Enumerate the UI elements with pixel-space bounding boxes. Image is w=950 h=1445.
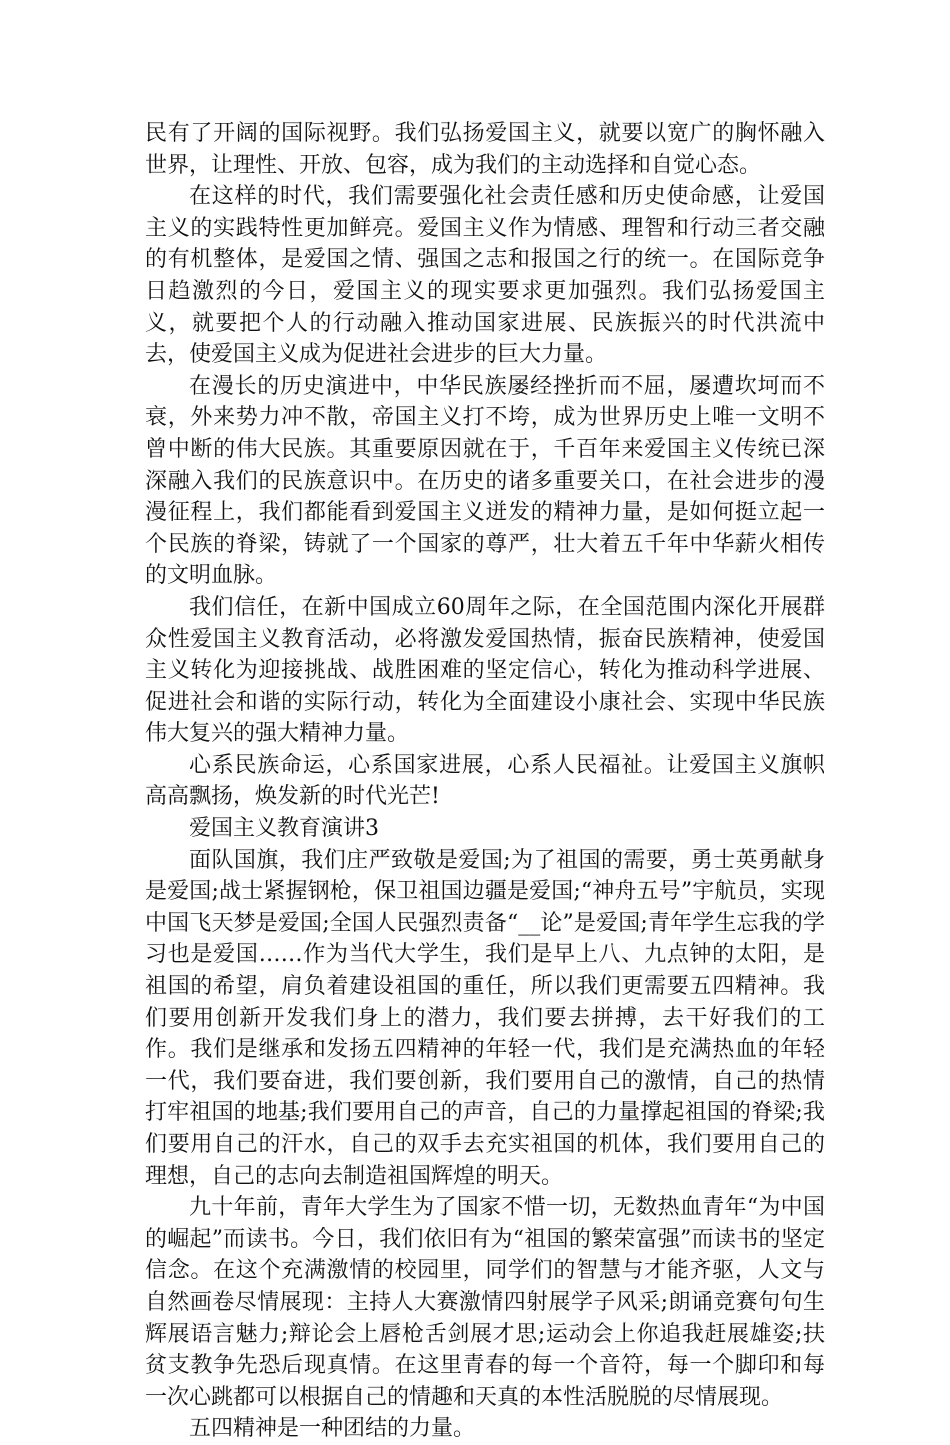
paragraph: 面队国旗，我们庄严致敬是爱国;为了祖国的需要，勇士英勇献身是爱国;战士紧握钢枪，保卫祖国边疆是爱国;“神舟五号”宇航员，实现中国飞天梦是爱国;全国人民强烈责备“__论”是爱国;青年学生忘我的学习也是爱国……作为当代大学生，我们是早上八、九点钟的太阳，是祖国的希望，肩负着建设祖国的重任，所以我们更需要五四精神。我们要用创新开发我们身上的潜力，我们要去拼搏，去干好我们的工作。我们是继承和发扬五四精神的年轻一代，我们是充满热血的年轻一代，我们要奋进，我们要创新，我们要用自己的激情，自己的热情打牢祖国的地基;我们要用自己的声音，自己的力量撑起祖国的脊梁;我们要用自己的汗水，自己的双手去充实祖国的机体，我们要用自己的理想，自己的志向去制造祖国辉煌的明天。 xyxy=(145,847,825,1189)
paragraph: 心系民族命运，心系国家进展，心系人民福祉。让爱国主义旗帜高高飘扬，焕发新的时代光芒! xyxy=(145,752,825,810)
paragraph: 在这样的时代，我们需要强化社会责任感和历史使命感，让爱国主义的实践特性更加鲜亮。爱国主义作为情感、理智和行动三者交融的有机整体，是爱国之情、强国之志和报国之行的统一。在国际竞争日趋激烈的今日，爱国主义的现实要求更加强烈。我们弘扬爱国主义，就要把个人的行动融入推动国家进展、民族振兴的时代洪流中去，使爱国主义成为促进社会进步的巨大力量。 xyxy=(145,184,825,368)
paragraph: 五四精神是一种团结的力量。 xyxy=(189,1416,476,1442)
paragraph: 民有了开阔的国际视野。我们弘扬爱国主义，就要以宽广的胸怀融入世界，让理性、开放、包容，成为我们的主动选择和自觉心态。 xyxy=(145,121,825,178)
document-body xyxy=(145,118,825,1445)
paragraph: 九十年前，青年大学生为了国家不惜一切，无数热血青年“为中国的崛起”而读书。今日，我们依旧有为“祖国的繁荣富强”而读书的坚定信念。在这个充满激情的校园里，同学们的智慧与才能齐驱，人文与自然画卷尽情展现：主持人大赛激情四射展学子风采;朗诵竞赛句句生辉展语言魅力;辩论会上唇枪舌剑展才思;运动会上你追我赶展雄姿;扶贫支教争先恐后现真情。在这里青春的每一个音符，每一个脚印和每一次心跳都可以根据自己的情趣和天真的本性活脱脱的尽情展现。 xyxy=(145,1195,825,1410)
paragraph: 我们信任，在新中国成立60周年之际，在全国范围内深化开展群众性爱国主义教育活动，必将激发爱国热情，振奋民族精神，使爱国主义转化为迎接挑战、战胜困难的坚定信心，转化为推动科学进展、促进社会和谐的实际行动，转化为全面建设小康社会、实现中华民族伟大复兴的强大精神力量。 xyxy=(145,594,825,747)
paragraph: 在漫长的历史演进中，中华民族屡经挫折而不屈，屡遭坎坷而不衰，外来势力冲不散，帝国主义打不垮，成为世界历史上唯一文明不曾中断的伟大民族。其重要原因就在于，千百年来爱国主义传统已深深融入我们的民族意识中。在历史的诸多重要关口，在社会进步的漫漫征程上，我们都能看到爱国主义迸发的精神力量，是如何挺立起一个民族的脊梁，铸就了一个国家的尊严，壮大着五千年中华薪火相传的文明血脉。 xyxy=(145,373,825,589)
section-heading: 爱国主义教育演讲3 xyxy=(189,816,379,842)
